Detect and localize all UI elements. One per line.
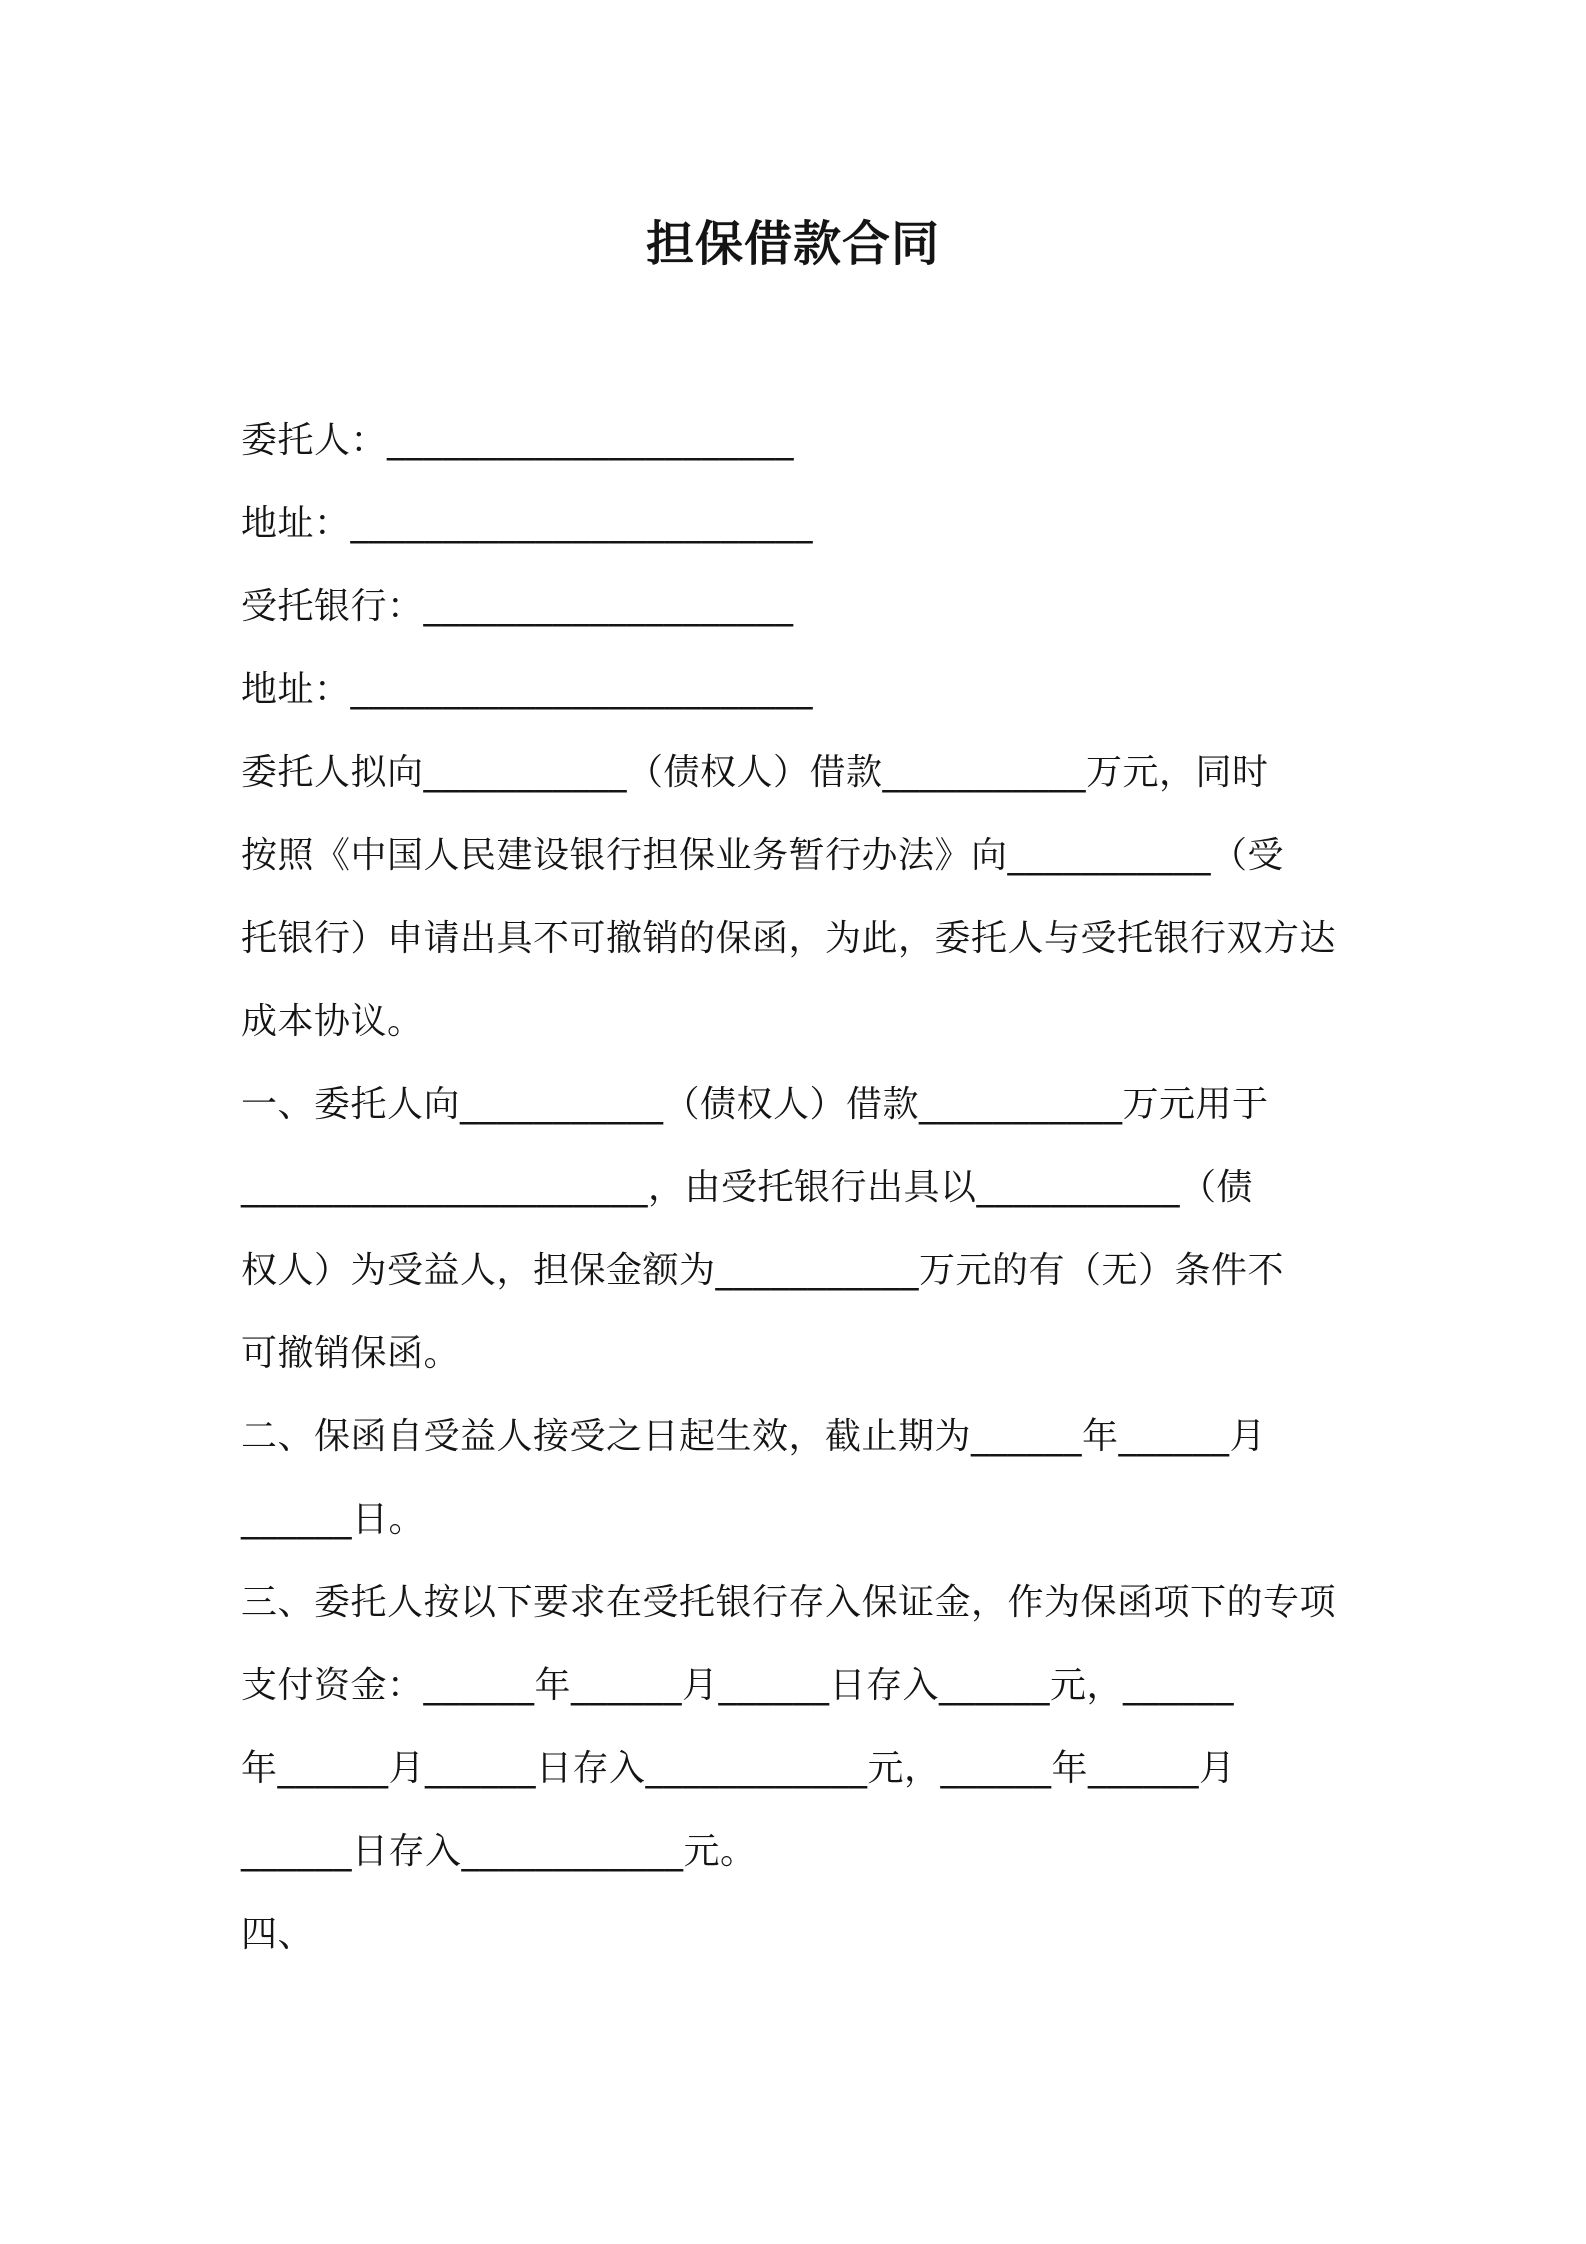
field-trustee-bank: 受托银行：____________________: [241, 586, 794, 627]
clause-1-line-3: 权人）为受益人，担保金额为___________万元的有（无）条件不: [241, 1250, 1285, 1291]
field-entrustor-address: 地址：_________________________: [241, 503, 814, 544]
preamble-line-1: 委托人拟向___________（债权人）借款___________万元，同时: [241, 752, 1269, 793]
clause-1-line-1: 一、委托人向___________（债权人）借款___________万元用于: [241, 1084, 1269, 1125]
preamble-line-2: 按照《中国人民建设银行担保业务暂行办法》向___________（受: [241, 835, 1285, 876]
clause-1-line-4: 可撤销保函。: [241, 1333, 461, 1374]
clause-3-line-2: 支付资金：______年______月______日存入______元，______: [241, 1665, 1235, 1706]
field-trustee-bank-address: 地址：_________________________: [241, 669, 814, 710]
document-title: 担保借款合同: [645, 216, 940, 272]
field-entrustor: 委托人：______________________: [241, 420, 795, 461]
clause-2-line-1: 二、保函自受益人接受之日起生效，截止期为______年______月: [241, 1416, 1267, 1457]
preamble-line-4: 成本协议。: [241, 1001, 424, 1042]
clause-4-heading: 四、: [241, 1914, 315, 1955]
clause-1-line-2: ______________________，由受托银行出具以___________（债: [241, 1167, 1254, 1208]
preamble-line-3: 托银行）申请出具不可撤销的保函，为此，委托人与受托银行双方达: [241, 918, 1337, 959]
clause-2-line-2: ______日。: [241, 1499, 426, 1540]
clause-3-line-3: 年______月______日存入____________元，______年______月: [241, 1748, 1236, 1789]
clause-3-line-1: 三、委托人按以下要求在受托银行存入保证金，作为保函项下的专项: [241, 1582, 1337, 1623]
clause-3-line-4: ______日存入____________元。: [241, 1831, 757, 1872]
